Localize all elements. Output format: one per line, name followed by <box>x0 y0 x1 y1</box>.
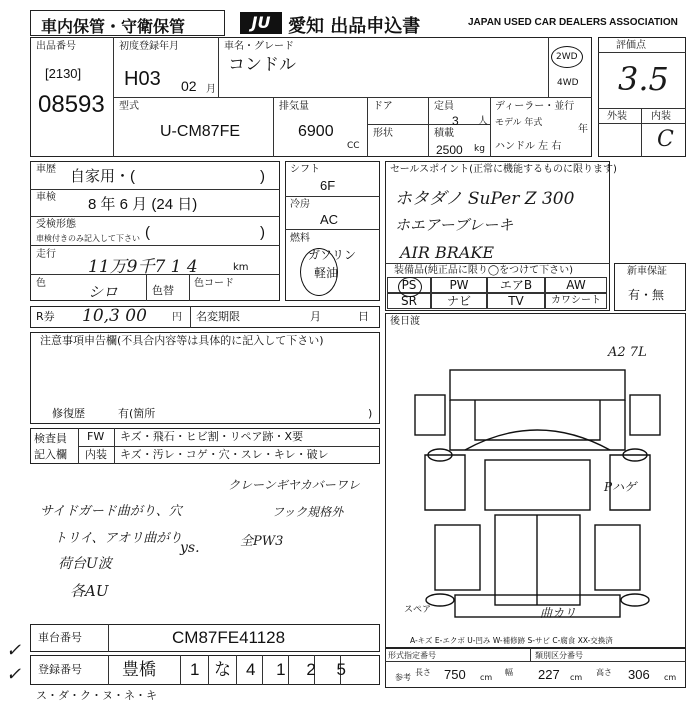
fuel-value: ガソリン <box>308 248 357 262</box>
history-label: 車歴 <box>36 164 56 175</box>
inspector-label-1: 検査員 <box>34 432 67 445</box>
recycle-label: R券 <box>36 310 55 323</box>
recycle-value: 10,3 00 <box>82 306 147 326</box>
equipment-label: 装備品(純正品に限り◯をつけて下さい) <box>394 265 573 276</box>
model-label: 型式 <box>119 101 139 112</box>
door-label: ドア <box>373 101 393 112</box>
displacement-value: 6900 <box>298 123 334 140</box>
receipt-open: ( <box>145 224 150 241</box>
handwritten-left-3: 荷台U波 <box>58 556 112 572</box>
equip-leather-seat: カワシート <box>545 293 607 309</box>
selling-point-1: ホタダノ SuPer Z 300 <box>395 189 575 209</box>
equip-tv: TV <box>487 293 545 309</box>
fuel-label: 燃料 <box>290 233 310 244</box>
drive-2wd: 2WD <box>556 52 578 62</box>
footer-row: ス・ダ・ク・ヌ・ネ・キ <box>36 689 157 702</box>
width-unit: cm <box>570 673 583 682</box>
exterior-label: 外装 <box>607 111 627 122</box>
registration-era-year: H03 <box>124 68 161 90</box>
ju-logo <box>240 12 282 34</box>
load-unit: kg <box>474 144 485 154</box>
height-label: 高さ <box>596 668 612 677</box>
inspection-label: 車検 <box>36 192 56 203</box>
receipt-note: 車検付きのみ記入して下さい <box>36 234 140 243</box>
equip-sr: SR <box>387 293 431 309</box>
mileage-value: 11万9千7 1 4 <box>88 257 198 277</box>
load-label: 積載 <box>434 128 454 139</box>
color-label: 色 <box>36 278 46 289</box>
displacement-label: 排気量 <box>279 101 309 112</box>
grade-label: 評価点 <box>616 40 646 51</box>
fw-items: キズ・飛石・ヒビ割・リペア跡・X要 <box>120 430 304 443</box>
association-name: JAPAN USED CAR DEALERS ASSOCIATION <box>468 17 678 28</box>
chassis-value: CM87FE41128 <box>172 628 286 647</box>
equip-ps: PS <box>387 277 431 293</box>
registration-month-unit: 月 <box>206 84 216 95</box>
lot-number: 08593 <box>38 91 105 118</box>
inspection-value: 8 年 6 月 (24 日) <box>88 196 198 213</box>
car-name: コンドル <box>228 55 296 74</box>
selling-points-label: セールスポイント(正常に機能するものに限ります) <box>390 164 617 175</box>
plate-kana: な <box>214 660 231 679</box>
drive-4wd: 4WD <box>557 78 579 88</box>
plate-region: 豊橋 <box>122 660 156 679</box>
fw-label: FW <box>87 430 105 443</box>
receipt-label: 受検形態 <box>36 219 76 230</box>
shift-value: 6F <box>320 178 336 193</box>
capacity-unit: 人 <box>478 116 488 127</box>
selling-point-3: AIR BRAKE <box>400 243 494 262</box>
form-label: 形式指定番号 <box>388 651 436 660</box>
registration-month: 02 <box>181 78 197 94</box>
handle-label: ハンドル 左 右 <box>495 141 562 152</box>
new-car-warranty-value: 有・無 <box>628 288 665 302</box>
registration-label: 初度登録年月 <box>119 41 179 52</box>
car-name-label: 車名・グレード <box>224 41 294 52</box>
handwritten-left-1: サイドガード曲がり、穴 <box>40 504 182 519</box>
length-unit: cm <box>480 673 493 682</box>
history-close: ) <box>260 168 265 185</box>
height-value: 306 <box>628 667 650 682</box>
fuel-circle <box>300 248 338 296</box>
diagram-note-bottom: 曲カリ <box>540 606 577 620</box>
plate-label: 登録番号 <box>38 663 82 676</box>
equip-airbag: エアB <box>487 277 545 293</box>
lot-label: 出品番号 <box>36 41 76 52</box>
spare-label: スペア <box>404 605 432 615</box>
handwritten-right-1: クレーンギヤカバーワレ <box>228 478 360 492</box>
equip-pw: PW <box>431 277 487 293</box>
plate-digits: 4 1 2 5 <box>246 660 354 679</box>
check-mark-1: ✓ <box>6 640 22 661</box>
int-items: キズ・汚レ・コゲ・穴・スレ・キレ・破レ <box>120 448 329 461</box>
diagram-note-top: A2 7L <box>608 345 647 360</box>
repair-value: 有(箇所 <box>118 407 156 420</box>
handwritten-right-2: フック規格外 <box>272 505 344 519</box>
color-code-label: 色コード <box>194 278 234 289</box>
int-label: 内装 <box>85 448 107 461</box>
equip-aw: AW <box>545 277 607 293</box>
capacity-value: 3 <box>452 114 459 128</box>
new-car-warranty-label: 新車保証 <box>627 266 667 277</box>
category-label: 類別区分番号 <box>535 651 583 660</box>
width-value: 227 <box>538 667 560 682</box>
displacement-unit: CC <box>347 141 360 151</box>
handwritten-left-4: 各AU <box>70 582 109 600</box>
diagram-label: 後日渡 <box>390 316 420 327</box>
mileage-label: 走行 <box>36 249 56 260</box>
repair-close: ) <box>368 407 373 420</box>
fuel-diesel: 軽油 <box>314 266 339 280</box>
mileage-unit: km <box>233 262 249 273</box>
storage-label-box <box>30 10 225 36</box>
plate-class: 1 <box>190 660 200 679</box>
grade-score: 3.5 <box>618 60 669 98</box>
shift-label: シフト <box>290 164 320 175</box>
ac-value: AC <box>320 212 339 227</box>
lot-sub-number: [2130] <box>45 66 82 81</box>
length-label: 長さ <box>415 668 431 677</box>
model-value: U-CM87FE <box>160 123 241 140</box>
ps-circle <box>398 277 422 297</box>
handwritten-right-3: 全PW3 <box>240 534 284 549</box>
capacity-label: 定員 <box>434 101 454 112</box>
storage-label: 車内保管・守衛保管 <box>41 17 186 36</box>
deadline-month: 月 <box>310 310 321 323</box>
height-unit: cm <box>664 673 677 682</box>
notes-label: 注意事項申告欄(不具合内容等は具体的に記入して下さい) <box>40 334 324 347</box>
truck-diagram <box>395 340 680 630</box>
equip-navi: ナビ <box>431 293 487 309</box>
selling-point-2: ホエアーブレーキ <box>395 216 514 234</box>
check-mark-2: ✓ <box>6 664 22 685</box>
diagram-note-right: Pハゲ <box>604 480 637 494</box>
history-value: 自家用・( <box>70 168 135 185</box>
length-value: 750 <box>444 667 466 682</box>
ac-label: 冷房 <box>290 199 310 210</box>
receipt-close: ) <box>260 224 265 241</box>
color-change-label: 色替 <box>152 284 174 297</box>
inspector-label-2: 記入欄 <box>34 448 67 461</box>
width-label: 幅 <box>505 668 513 677</box>
deadline-day: 日 <box>358 310 369 323</box>
deadline-label: 名変期限 <box>196 310 240 323</box>
ref-label: 参考 <box>395 673 411 682</box>
drive-2wd-circle <box>551 46 583 68</box>
year-unit: 年 <box>578 124 588 135</box>
logo-text: JU <box>251 13 271 32</box>
shape-label: 形状 <box>373 128 393 139</box>
handwritten-left-2: トリイ、アオリ曲がり <box>54 531 183 546</box>
chassis-label: 車台番号 <box>38 631 82 644</box>
interior-grade: C <box>657 127 674 152</box>
color-value: シロ <box>88 283 119 301</box>
model-year-label: モデル 年式 <box>495 118 543 128</box>
repair-label: 修復歴 <box>52 407 85 420</box>
load-value: 2500 <box>436 143 463 157</box>
recycle-unit: 円 <box>172 312 182 323</box>
dealer-label: ディーラー・並行 <box>495 101 575 112</box>
interior-label: 内装 <box>651 111 671 122</box>
damage-legend: A-キズ E-エクボ U-凹み W-補修跡 S-サビ C-腐食 XX-交換済 <box>410 636 613 645</box>
org-title: 愛知 出品申込書 <box>288 16 421 37</box>
handwritten-mid: ys. <box>180 540 200 556</box>
vehicle-info-box <box>30 161 280 301</box>
